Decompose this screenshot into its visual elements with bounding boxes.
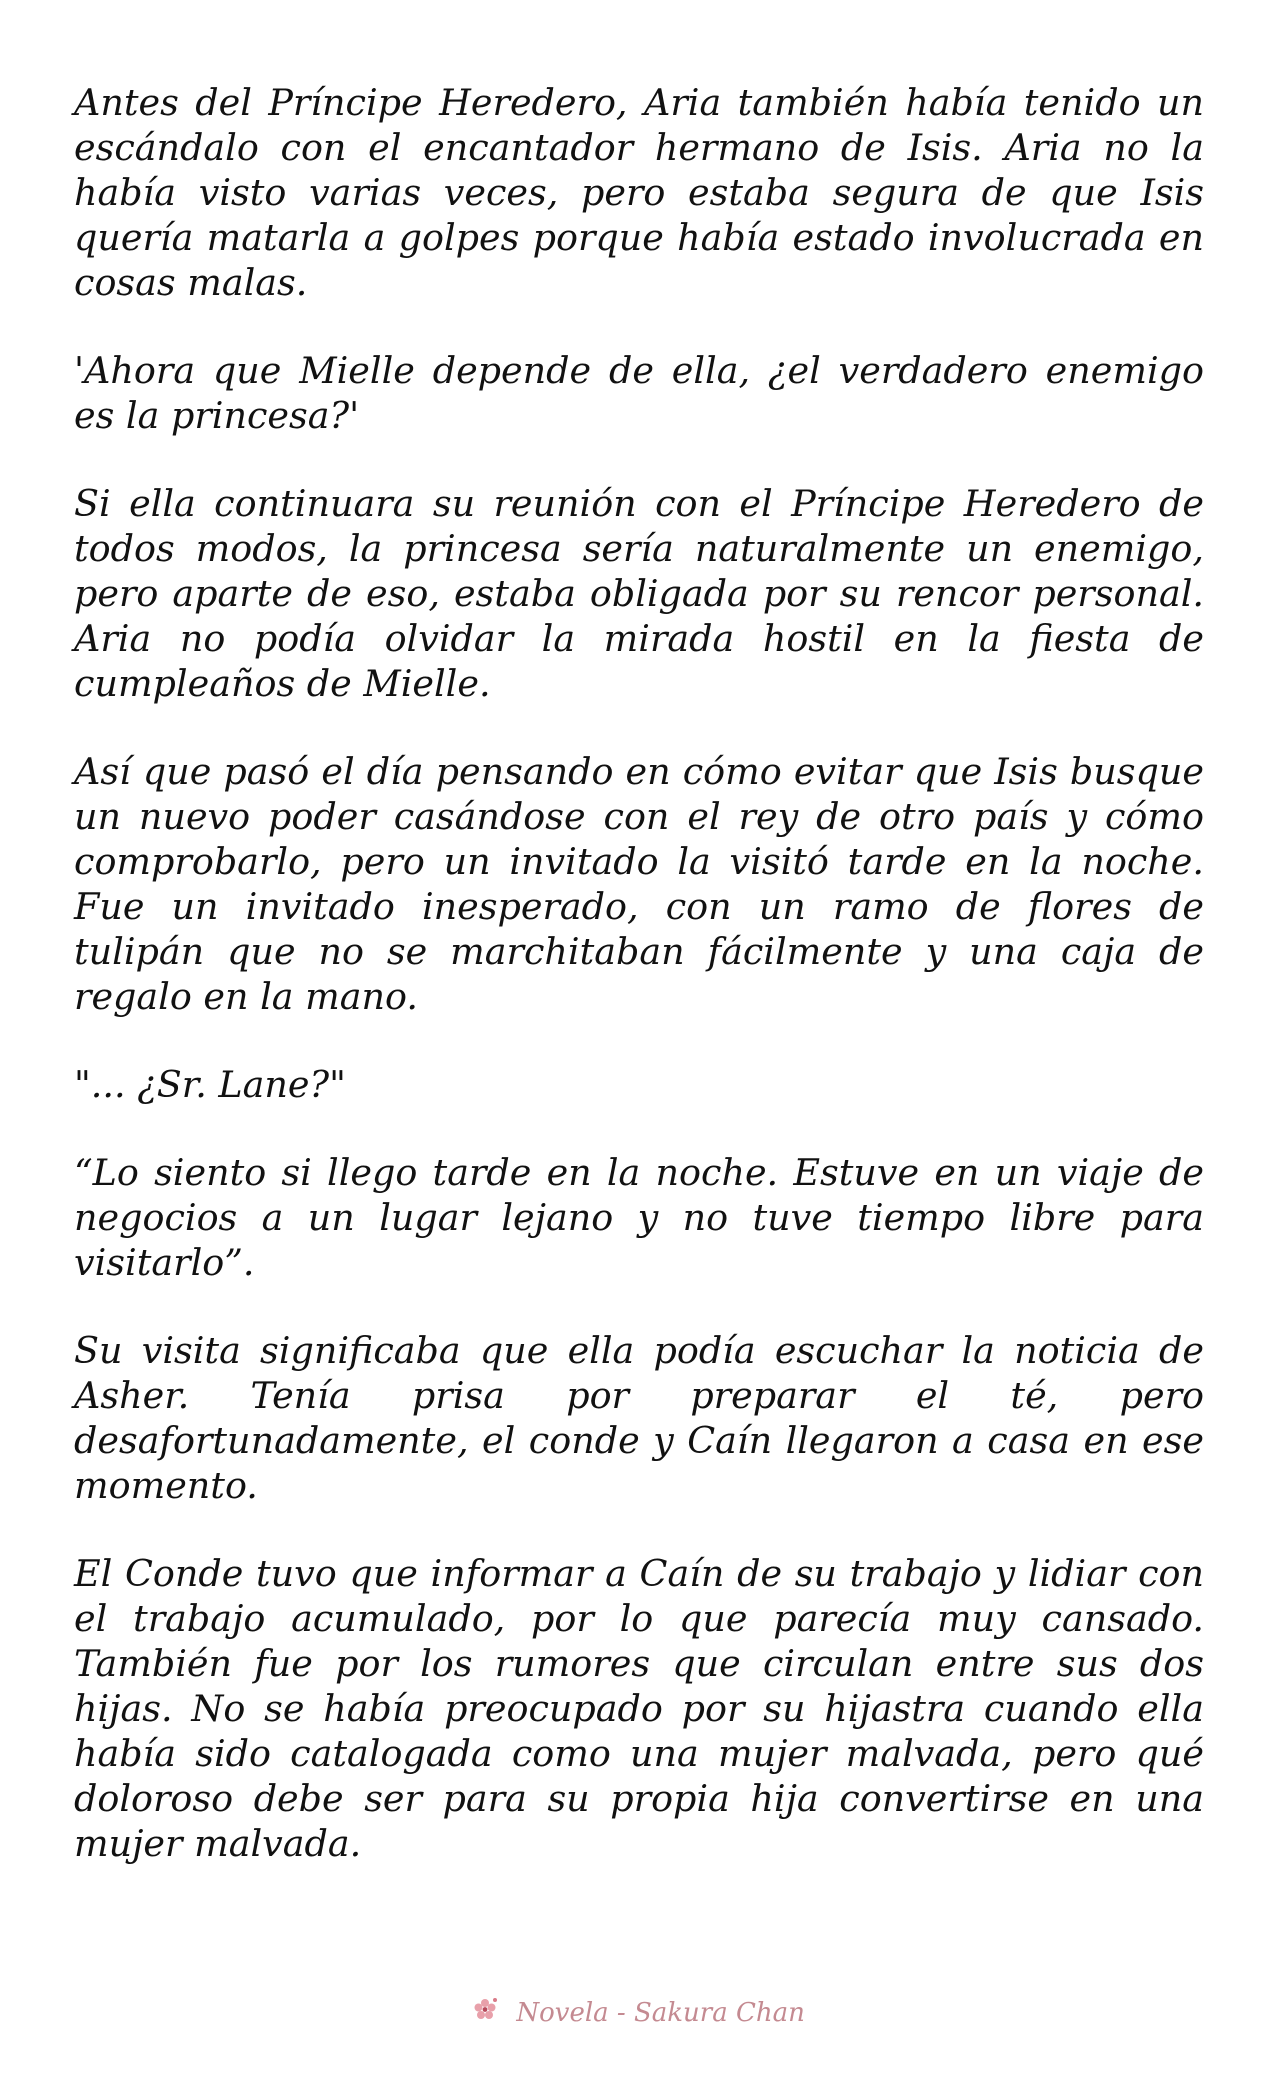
paragraph-8: El Conde tuvo que informar a Caín de su trabajo y lidiar con el trabajo acumulado, por lo que parecía muy cansado. También fue por los rumores que circulan entre sus dos hijas. No se había preocupado por su hijastra cuando ella había sido catalogada como una mujer malvada, pero qué doloroso debe ser para su propia hija convertirse en una mujer malvada.	[74, 1552, 1204, 1865]
sakura-flower-icon	[470, 1995, 500, 2025]
paragraph-4: Así que pasó el día pensando en cómo evitar que Isis busque un nuevo poder casándose con el rey de otro país y cómo comprobarlo, pero un invitado la visitó tarde en la noche. Fue un invitado inesperado, con un ramo de flores de tulipán que no se marchitaban fácilmente y una caja de regalo en la mano.	[74, 750, 1204, 1018]
paragraph-5: "... ¿Sr. Lane?"	[74, 1063, 346, 1106]
paragraph-2: 'Ahora que Mielle depende de ella, ¿el verdadero enemigo es la princesa?'	[74, 349, 1204, 437]
document-body	[74, 80, 1204, 1909]
watermark-footer	[0, 1993, 1275, 2033]
paragraph-6: “Lo siento si llego tarde en la noche. Estuve en un viaje de negocios a un lugar lejano y no tuve tiempo libre para visitarlo”.	[74, 1151, 1204, 1284]
paragraph-7: Su visita significaba que ella podía escuchar la noticia de Asher. Tenía prisa por preparar el té, pero desafortunadamente, el conde y Caín llegaron a casa en ese momento.	[74, 1329, 1204, 1507]
watermark-text: Novela - Sakura Chan	[516, 1998, 805, 2028]
paragraph-3: Si ella continuara su reunión con el Príncipe Heredero de todos modos, la princesa sería naturalmente un enemigo, pero aparte de eso, estaba obligada por su rencor personal. Aria no podía olvidar la mirada hostil en la fiesta de cumpleaños de Mielle.	[74, 482, 1204, 705]
paragraph-1: Antes del Príncipe Heredero, Aria también había tenido un escándalo con el encantador hermano de Isis. Aria no la había visto varias veces, pero estaba segura de que Isis quería matarla a golpes porque había estado involucrada en cosas malas.	[74, 81, 1204, 304]
